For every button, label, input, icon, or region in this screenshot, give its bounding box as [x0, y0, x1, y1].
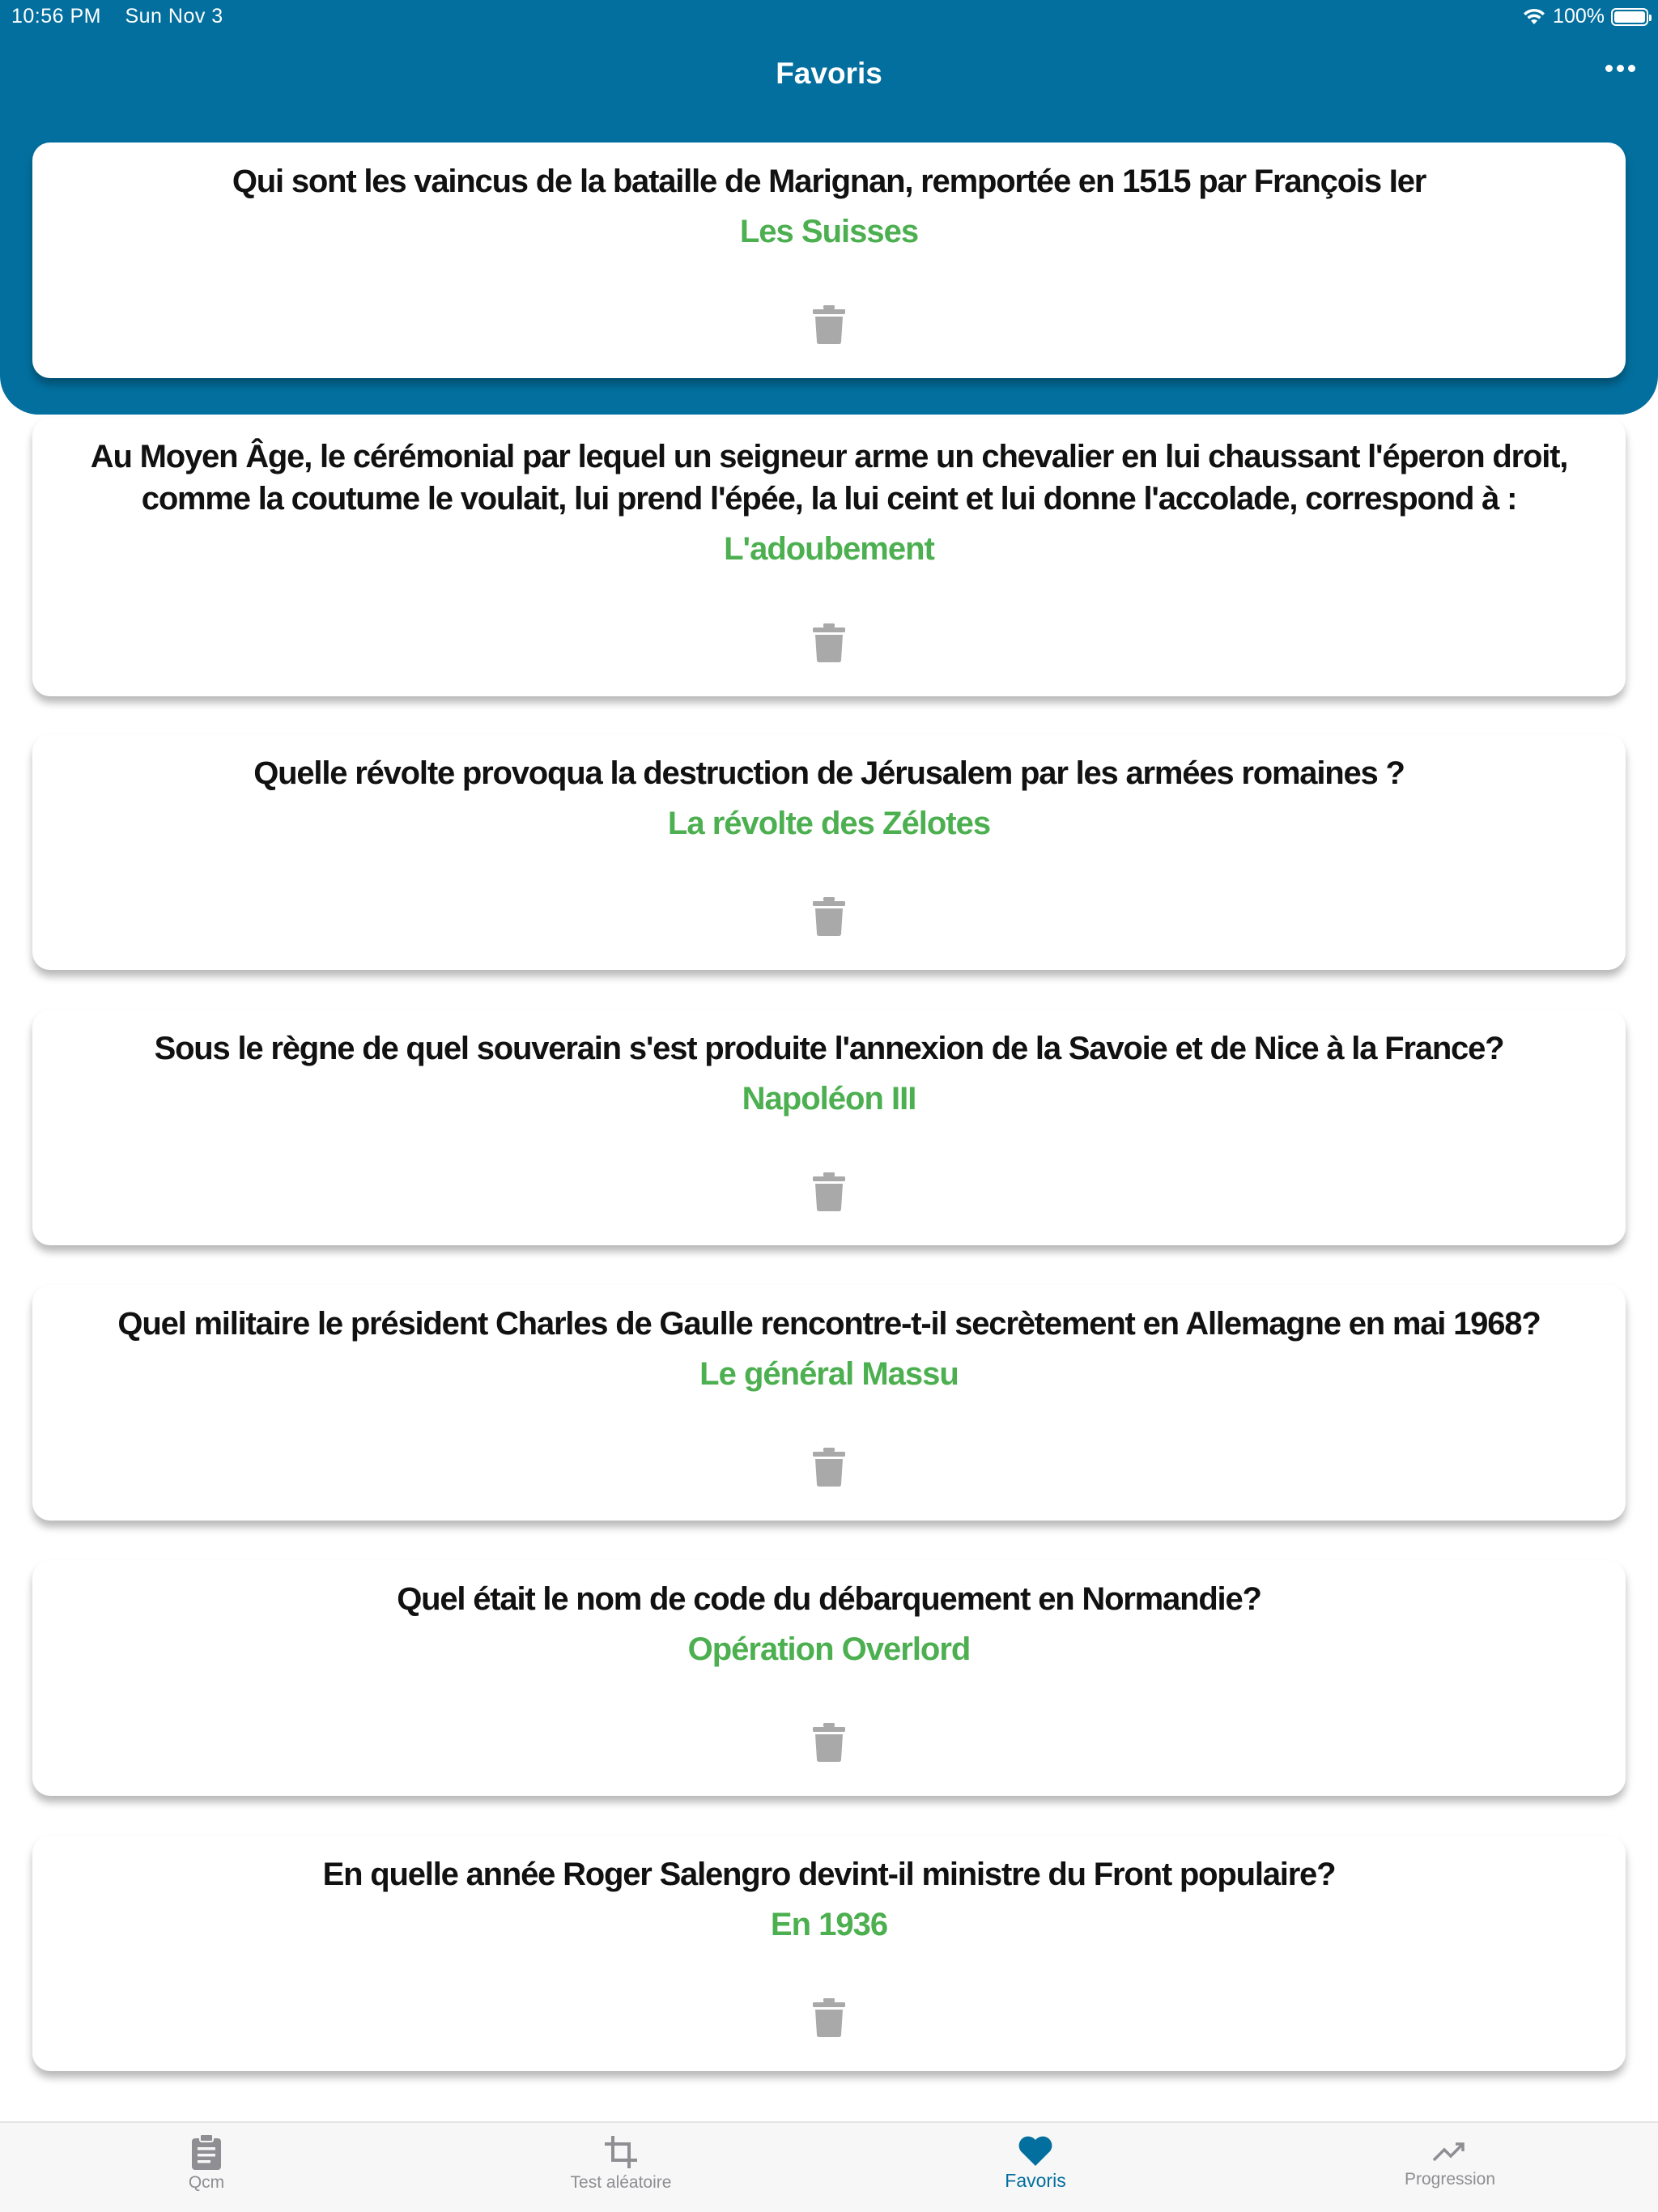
battery-percent: 100%	[1553, 5, 1605, 28]
tab-test-aleatoire[interactable]	[500, 2134, 742, 2193]
card-question: Quelle révolte provoqua la destruction de Jérusalem par les armées romaines ?	[253, 755, 1405, 791]
card-answer: La révolte des Zélotes	[667, 806, 991, 841]
favorite-card[interactable]	[32, 1285, 1626, 1521]
favorite-card[interactable]	[32, 418, 1626, 696]
trash-icon[interactable]	[813, 1448, 845, 1487]
tab-label: Test aléatoire	[570, 2173, 672, 2192]
trash-icon[interactable]	[813, 623, 845, 662]
favorite-card[interactable]	[32, 1560, 1626, 1796]
tab-progression[interactable]	[1329, 2134, 1571, 2189]
status-date: Sun Nov 3	[125, 5, 223, 28]
card-answer: Napoléon III	[742, 1081, 916, 1117]
tab-bar	[0, 2121, 1658, 2212]
status-right	[1522, 5, 1648, 28]
battery-level	[1614, 11, 1645, 23]
tab-favoris[interactable]	[914, 2134, 1157, 2192]
tab-qcm[interactable]	[85, 2134, 328, 2193]
tab-label: Qcm	[188, 2173, 225, 2192]
card-question: Qui sont les vaincus de la bataille de Marignan, remportée en 1515 par François Ier	[232, 164, 1426, 199]
wifi-icon	[1522, 8, 1546, 26]
favorites-list[interactable]	[32, 143, 1626, 2123]
status-left	[11, 5, 241, 28]
card-answer: L'adoubement	[724, 531, 934, 567]
card-question: Quel militaire le président Charles de Gaulle rencontre-t-il secrètement en Allemagne en mai 1968?	[117, 1306, 1541, 1342]
card-answer: Le général Massu	[699, 1356, 959, 1392]
battery-icon	[1611, 8, 1648, 26]
card-answer: Les Suisses	[739, 214, 919, 249]
trash-icon[interactable]	[813, 305, 845, 344]
favorite-card[interactable]	[32, 143, 1626, 378]
favorite-card[interactable]	[32, 1836, 1626, 2071]
more-dot	[1628, 65, 1635, 72]
status-time: 10:56 PM	[11, 5, 102, 28]
more-button[interactable]	[1605, 65, 1635, 72]
more-dot	[1617, 65, 1624, 72]
trash-icon[interactable]	[813, 897, 845, 936]
heart-icon	[1018, 2134, 1053, 2167]
more-dot	[1605, 65, 1613, 72]
trash-icon[interactable]	[813, 1172, 845, 1211]
card-question: Au Moyen Âge, le cérémonial par lequel un seigneur arme un chevalier en lui chaussant l'éperon droit, comme la coutume le voulait, lui prend l'épée, la lui ceint et lui donne l'accolade, correspond à :	[90, 439, 1568, 517]
trending-up-icon	[1432, 2134, 1468, 2167]
crop-icon	[603, 2134, 639, 2170]
tab-label: Favoris	[1005, 2170, 1066, 2191]
card-question: Sous le règne de quel souverain s'est produite l'annexion de la Savoie et de Nice à la France?	[154, 1031, 1504, 1066]
trash-icon[interactable]	[813, 1723, 845, 1762]
favorite-card[interactable]	[32, 1010, 1626, 1245]
card-answer: Opération Overlord	[687, 1631, 971, 1667]
card-question: Quel était le nom de code du débarquement en Normandie?	[397, 1581, 1261, 1617]
status-bar	[0, 0, 1658, 32]
card-answer: En 1936	[770, 1907, 888, 1942]
page-title: Favoris	[776, 57, 882, 90]
clipboard-icon	[190, 2134, 223, 2170]
trash-icon[interactable]	[813, 1998, 845, 2037]
favorite-card[interactable]	[32, 734, 1626, 970]
tab-label: Progression	[1404, 2170, 1496, 2189]
card-question: En quelle année Roger Salengro devint-il ministre du Front populaire?	[322, 1857, 1336, 1892]
